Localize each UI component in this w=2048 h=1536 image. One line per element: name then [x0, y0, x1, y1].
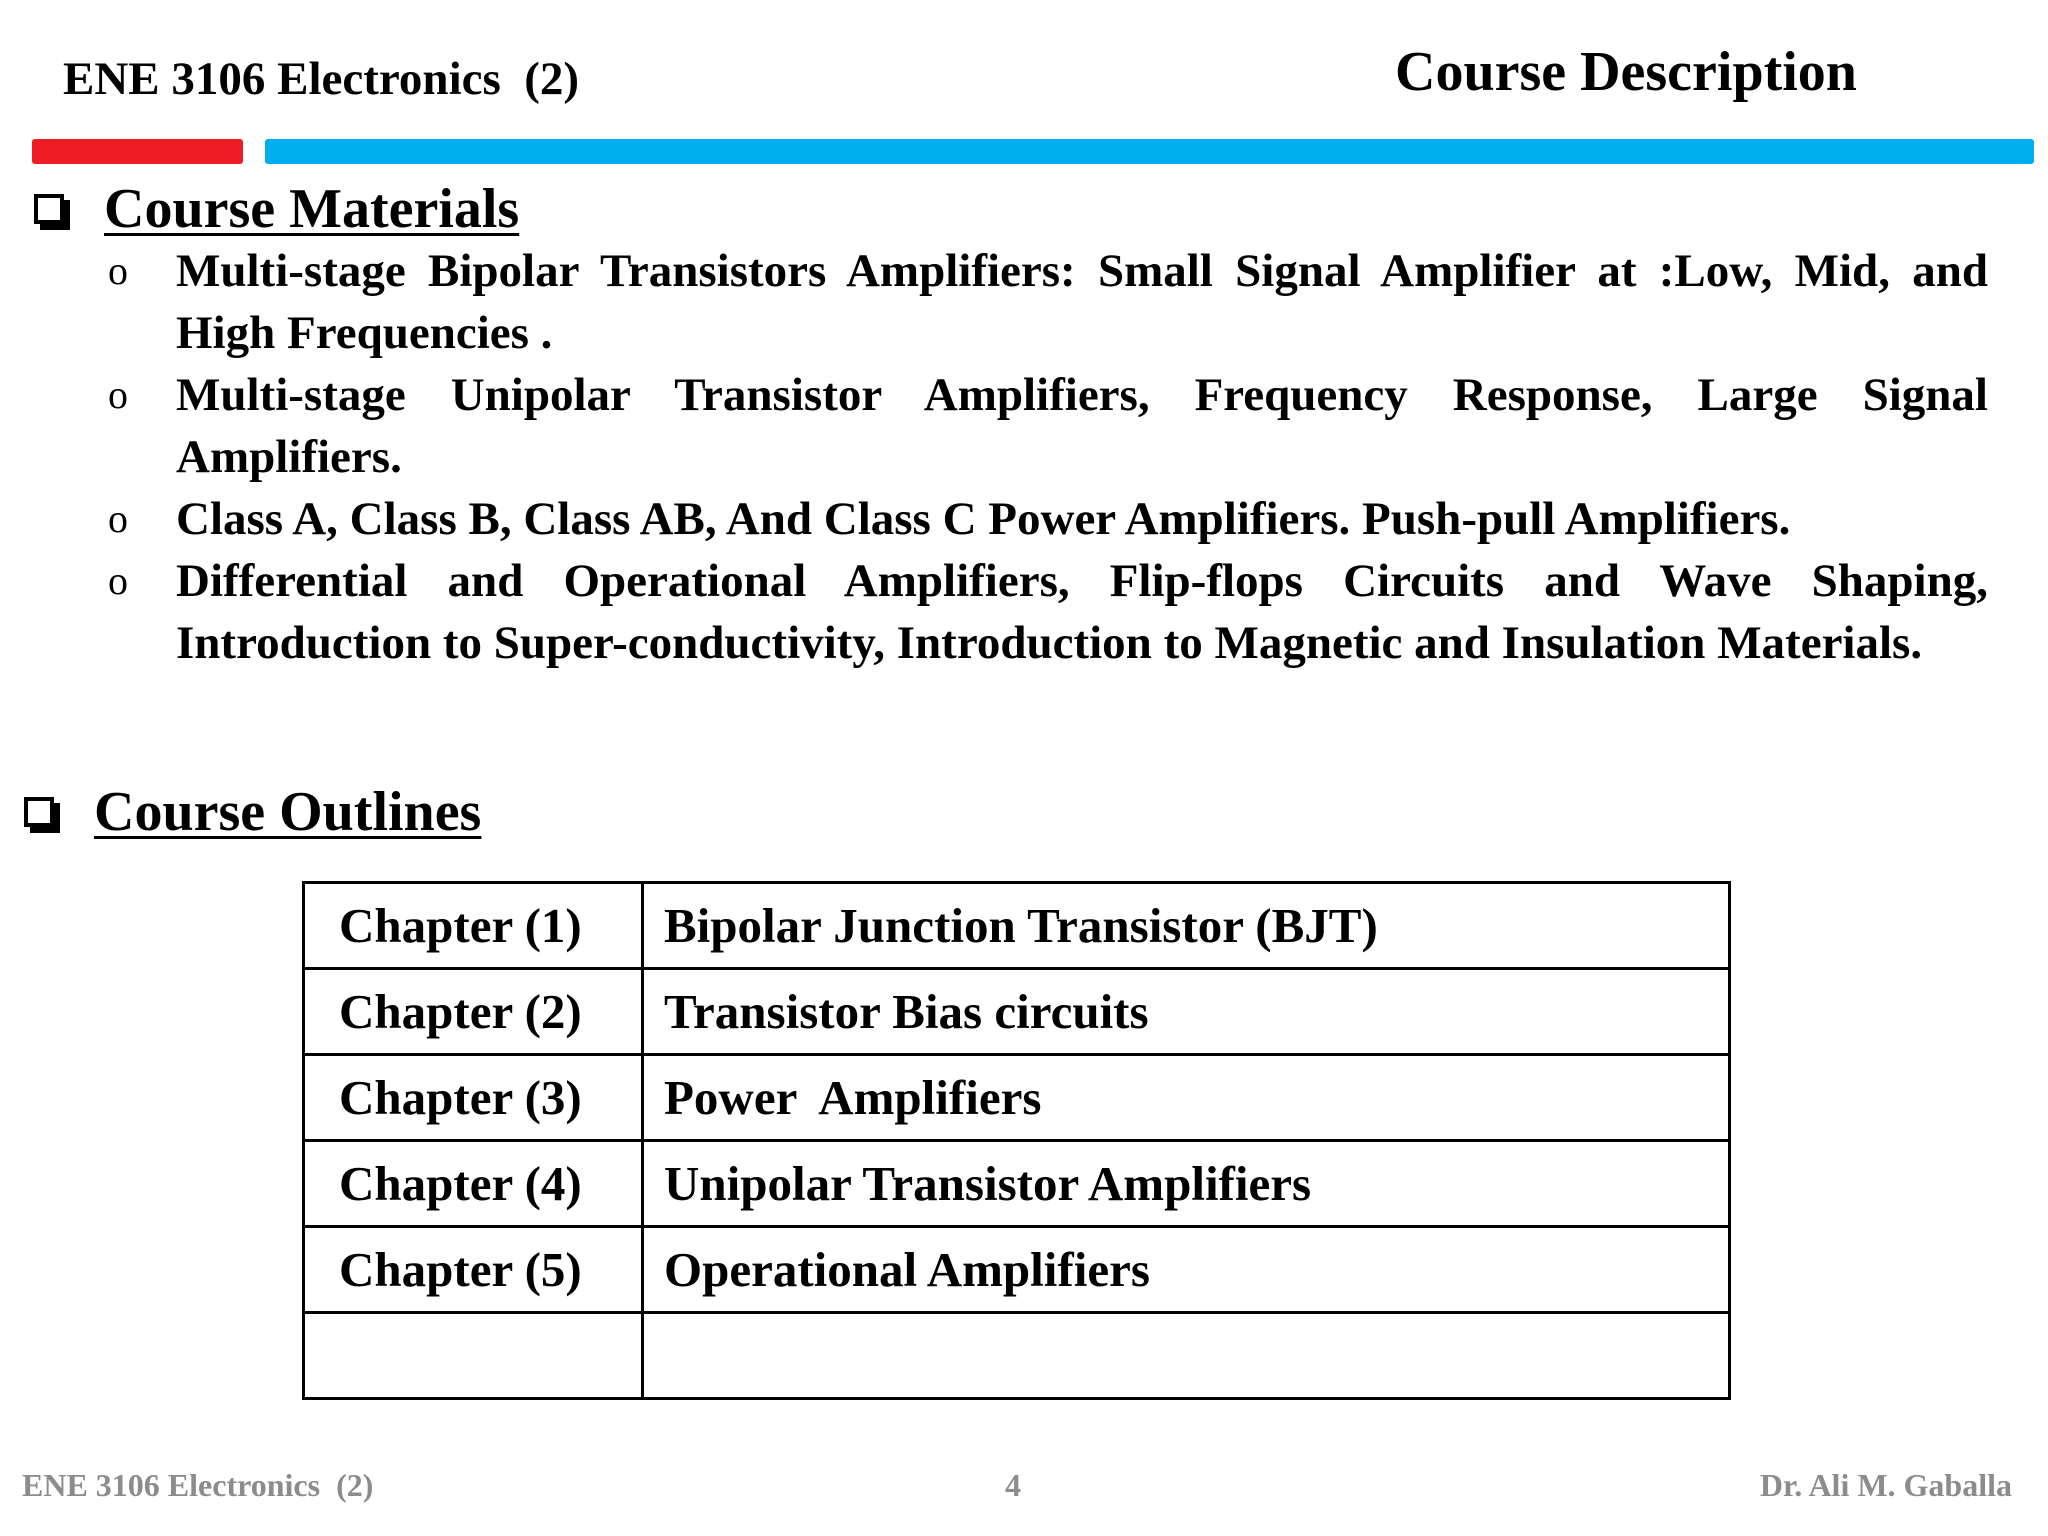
list-item-text: Class A, Class B, Class AB, And Class C Power Amplifiers. Push-pull Amplifiers.: [176, 493, 1791, 545]
slide-title: Course Description: [1395, 41, 1857, 103]
page-number: 4: [1005, 1467, 1021, 1503]
table-row: [304, 1313, 1730, 1399]
checkbox-bullet-icon: [24, 797, 54, 827]
chapter-cell: Chapter (4): [304, 1141, 643, 1227]
course-outlines-heading: [24, 780, 481, 844]
footer-author: Dr. Ali M. Gaballa: [1759, 1467, 2012, 1503]
list-item: [108, 240, 1988, 364]
list-item-text: Multi-stage Bipolar Transistors Amplifiers: Small Signal Amplifier at :Low, Mid, and High Frequencies .: [176, 245, 1988, 359]
chapter-cell: Chapter (3): [304, 1055, 643, 1141]
table-row: [304, 1055, 1730, 1141]
chapter-cell: Chapter (5): [304, 1227, 643, 1313]
list-item: [108, 488, 1988, 550]
list-item-text: Multi-stage Unipolar Transistor Amplifiers, Frequency Response, Large Signal Amplifiers.: [176, 369, 1988, 483]
course-outline-table: [302, 881, 1731, 1400]
topic-cell: Operational Amplifiers: [643, 1227, 1730, 1313]
hollow-circle-icon: o: [108, 496, 128, 541]
course-outlines-title: Course Outlines: [94, 781, 482, 843]
topic-cell: Power Amplifiers: [643, 1055, 1730, 1141]
chapter-cell: Chapter (1): [304, 883, 643, 969]
topic-cell: Bipolar Junction Transistor (BJT): [643, 883, 1730, 969]
list-item: [108, 364, 1988, 488]
topic-cell: Unipolar Transistor Amplifiers: [643, 1141, 1730, 1227]
accent-bar-red: [32, 139, 243, 164]
hollow-circle-icon: o: [108, 372, 128, 417]
topic-cell: [643, 1313, 1730, 1399]
chapter-cell: [304, 1313, 643, 1399]
checkbox-bullet-icon: [34, 194, 64, 224]
list-item-text: Differential and Operational Amplifiers, Flip-flops Circuits and Wave Shaping, Introduction to Super-conductivity, Introduction to Magnetic and Insulation Materials.: [176, 555, 1988, 669]
hollow-circle-icon: o: [108, 558, 128, 603]
footer-course-title: ENE 3106 Electronics (2): [22, 1467, 374, 1503]
accent-bar-blue: [265, 139, 2034, 164]
course-materials-title: Course Materials: [104, 178, 520, 240]
table-row: [304, 1141, 1730, 1227]
table-row: [304, 969, 1730, 1055]
list-item: [108, 550, 1988, 674]
course-materials-list: [108, 240, 1988, 674]
topic-cell: Transistor Bias circuits: [643, 969, 1730, 1055]
course-materials-heading: [34, 177, 519, 241]
chapter-cell: Chapter (2): [304, 969, 643, 1055]
table-row: [304, 883, 1730, 969]
hollow-circle-icon: o: [108, 248, 128, 293]
course-title: ENE 3106 Electronics (2): [63, 53, 580, 105]
table-row: [304, 1227, 1730, 1313]
